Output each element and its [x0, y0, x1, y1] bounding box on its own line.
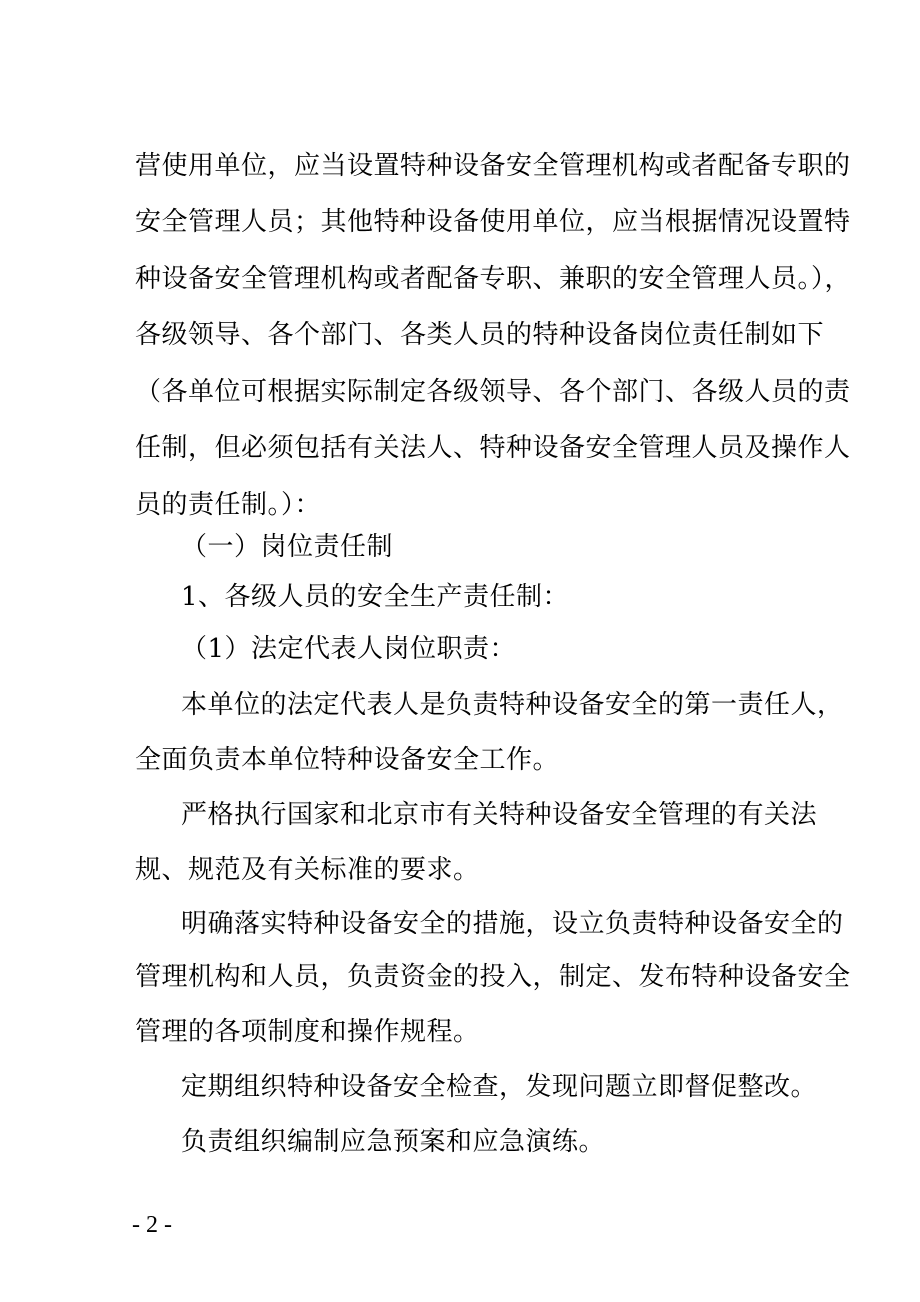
section-heading: （一）岗位责任制	[181, 532, 394, 562]
text-line-4: 各级领导、各个部门、各类人员的特种设备岗位责任制如下	[135, 320, 825, 350]
text-line-19: 负责组织编制应急预案和应急演练。	[181, 1127, 606, 1157]
text-line-1: 营使用单位，应当设置特种设备安全管理机构或者配备专职的	[135, 151, 851, 181]
subsection-heading: 1、各级人员的安全生产责任制：	[181, 582, 570, 612]
text-line-13: 严格执行国家和北京市有关特种设备安全管理的有关法	[181, 800, 818, 830]
text-line-17: 管理的各项制度和操作规程。	[135, 1017, 480, 1047]
text-line-11: 本单位的法定代表人是负责特种设备安全的第一责任人，	[181, 690, 844, 720]
text-line-6: 任制，但必须包括有关法人、特种设备安全管理人员及操作人	[135, 433, 851, 463]
text-line-12: 全面负责本单位特种设备安全工作。	[135, 745, 560, 775]
text-line-15: 明确落实特种设备安全的措施，设立负责特种设备安全的	[181, 909, 844, 939]
text-line-16: 管理机构和人员，负责资金的投入，制定、发布特种设备安全	[135, 962, 851, 992]
text-line-5: （各单位可根据实际制定各级领导、各个部门、各级人员的责	[135, 377, 851, 407]
text-line-2: 安全管理人员；其他特种设备使用单位，应当根据情况设置特	[135, 207, 851, 237]
text-line-18: 定期组织特种设备安全检查，发现问题立即督促整改。	[181, 1072, 818, 1102]
text-line-14: 规、规范及有关标准的要求。	[135, 855, 480, 885]
page-number: - 2 -	[132, 1212, 172, 1238]
text-line-3: 种设备安全管理机构或者配备专职、兼职的安全管理人员。），	[135, 264, 852, 294]
text-line-7: 员的责任制。）：	[135, 490, 322, 520]
item-heading: （1）法定代表人岗位职责：	[181, 634, 517, 664]
